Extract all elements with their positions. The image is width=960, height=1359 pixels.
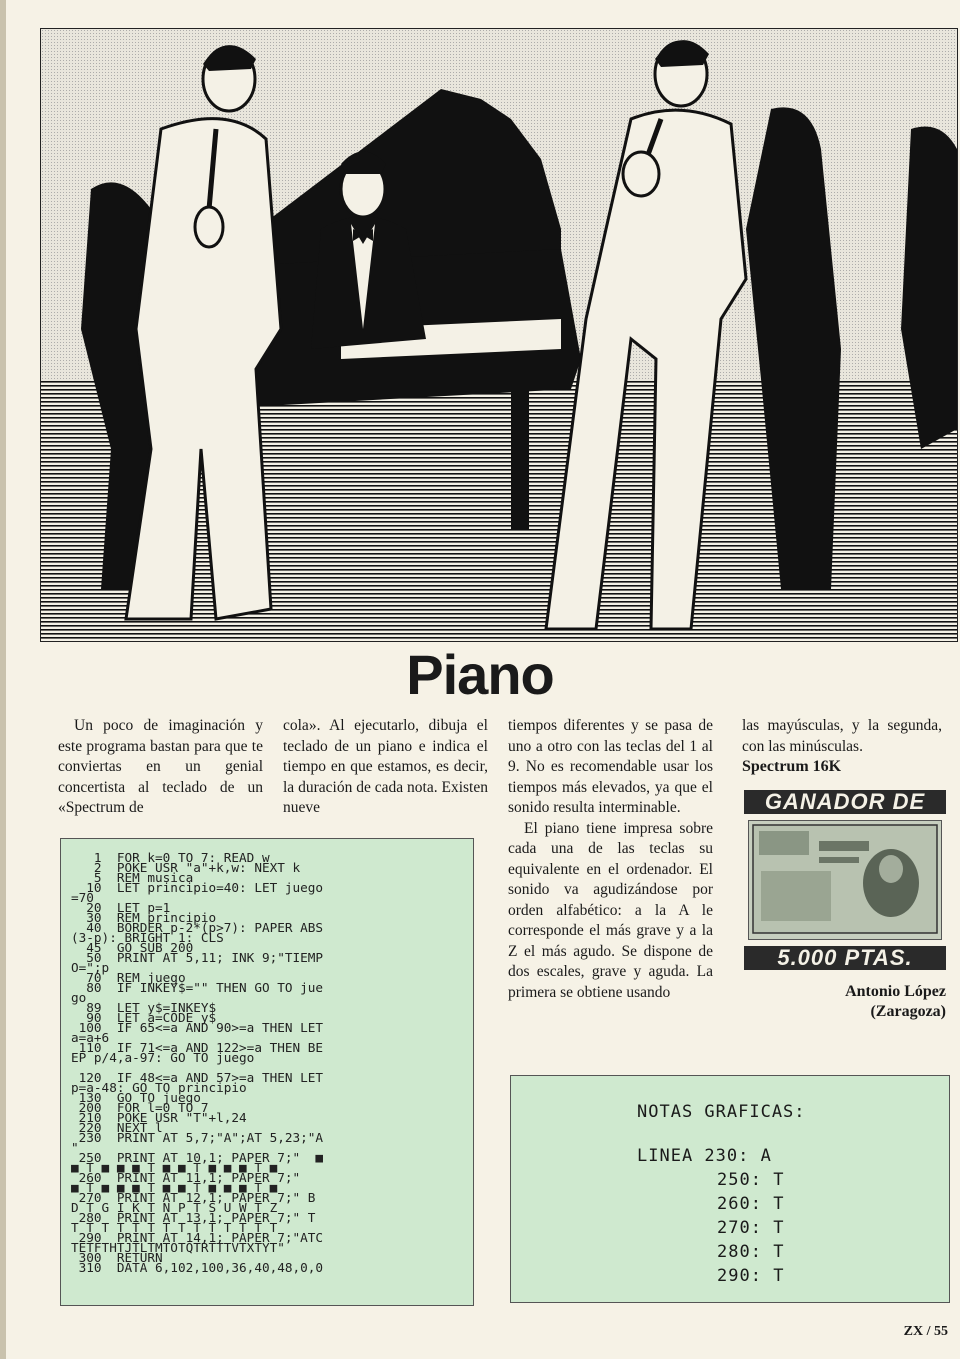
paragraph-intro-cont: cola». Al ejecutarlo, dibuja el teclado de un piano e indica el tiempo en que estamos, es decir, la duración de cada nota. Existen nueve — [283, 717, 488, 816]
listing-code: 1 FOR k=0 TO 7: READ w 2 POKE USR "a"+k,w: NEXT k 5 REM musica 10 LET principio=40: LET juego =70 20 LET p=1 30 REM principio 40 BORDER p-2*(p>7): PAPER ABS (3-p): BRIGHT 1: CLS 45 GO SUB 200 50 PRINT AT 5,11; INK 9;"TIEMP O=";p 70 REM juego 80 IF INKEY$="" THEN GO TO jue go 89 LET y$=INKEY$ 90 LET a=CODE y$ 100 IF 65<=a AND 90>=a THEN LET a=a+6 110 IF 71<=a AND 122>=a THEN BE EP p/4,a-97: GO TO juego 120 IF 48<=a AND 57>=a THEN LET p=a-48: GO TO principio 130 GO TO juego 200 FOR l=0 TO 7 210 POKE USR "T"+l,24 220 NEXT l 230 PRINT AT 5,7;"A";AT 5,23;"A " 250 PRINT AT 10,1; PAPER 7;" ■ ■ T ■ ■ ■ T ■ ■ T ■ ■ ■ T ■ 260 PRINT AT 11,1; PAPER 7;" ■ T ■ ■ ■ T ■ ■ T ■ ■ ■ T ■ 270 PRINT AT 12,1; PAPER 7;" B D T G I K T N P T S U W T Z 280 PRINT AT 13,1; PAPER 7;" T T T T T T T T T T T T T T T 290 PRINT AT 14,1; PAPER 7;"ATC TETFTHTJTLTMTOTQTRTTTVTXTYT" 300 RETURN 310 DATA 6,102,100,36,40,48,0,0 — [71, 850, 324, 1275]
text-column-4 — [742, 716, 942, 757]
notes-row: 290: T — [717, 1266, 785, 1286]
notes-row: LINEA 230: A — [637, 1146, 772, 1166]
banknote-wrap — [744, 814, 946, 946]
illustration-art — [41, 29, 957, 641]
author-block — [744, 982, 946, 1022]
notes-row: 280: T — [717, 1242, 785, 1262]
basic-listing — [60, 838, 474, 1306]
text-column-3 — [508, 716, 713, 1003]
system-requirement: Spectrum 16K — [742, 758, 842, 775]
author-name: Antonio López — [845, 983, 946, 1000]
page-number: ZX / 55 — [903, 1324, 948, 1339]
paragraph-scales: las mayúsculas, y la segunda, con las minúsculas. — [742, 717, 942, 755]
prize-banner-top: GANADOR DE — [744, 790, 946, 814]
banknote-art — [749, 821, 941, 937]
notes-row: 260: T — [717, 1194, 785, 1214]
paragraph-intro: Un poco de imaginación y este programa bastan para que te conviertas en un genial concertista al teclado de un «Spectrum de — [58, 717, 263, 816]
paragraph-times: tiempos diferentes y se pasa de uno a otro con las teclas del 1 al 9. No es recomendable usar los tiempos más elevados, ya que el sonido resulta interminable. — [508, 717, 713, 816]
banknote-image — [748, 820, 942, 940]
jazz-band-illustration — [40, 28, 958, 642]
prize-banner-bottom: 5.000 PTAS. — [744, 946, 946, 970]
graphic-notes-box — [510, 1075, 950, 1303]
text-column-2 — [283, 716, 488, 819]
notes-row: 250: T — [717, 1170, 785, 1190]
notes-title: NOTAS GRAFICAS: — [637, 1102, 806, 1122]
author-city: (Zaragoza) — [870, 1003, 946, 1020]
paragraph-keys: El piano tiene impresa sobre cada una de las teclas su equivalente en el ordenador. El sonido va agudizándose por orden alfabético: a la A le corresponde el más grave y a la Z el más agudo. Se dispone de dos escales, grave y aguda. La primera se obtiene usando — [508, 819, 713, 1001]
article-title: Piano — [406, 643, 554, 706]
prize-box — [744, 790, 946, 1022]
notes-row: 270: T — [717, 1218, 785, 1238]
text-column-1 — [58, 716, 263, 819]
